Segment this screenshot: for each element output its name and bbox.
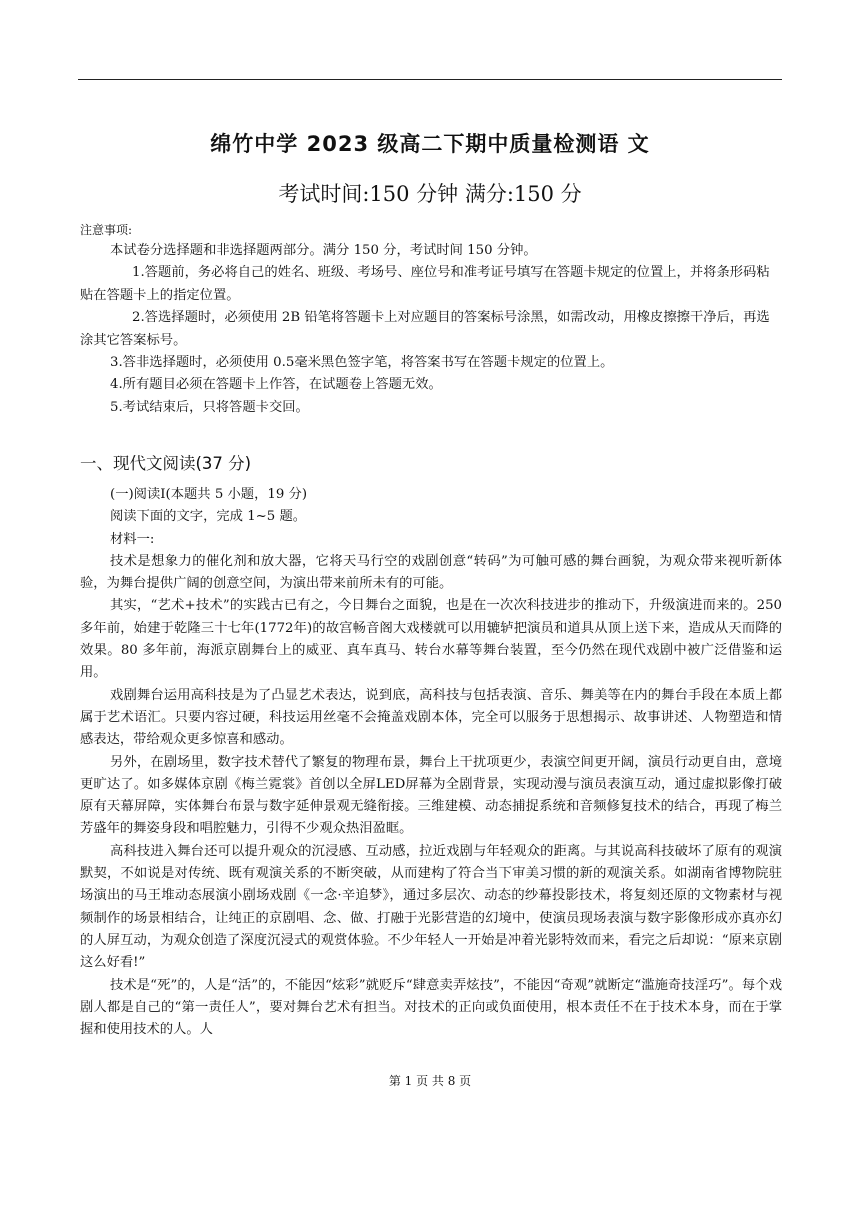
header-rule — [78, 79, 782, 80]
reading-section — [80, 484, 782, 1041]
notice-item: 5.考试结束后，只将答题卡交回。 — [110, 399, 309, 415]
paragraph: 戏剧舞台运用高科技是为了凸显艺术表达，说到底，高科技与包括表演、音乐、舞美等在内的舞台手段在本质上都属于艺术语汇。只要内容过硬，科技运用丝毫不会掩盖戏剧本体，完全可以服务于思想揭示、故事讲述、人物塑造和情感表达，带给观众更多惊喜和感动。 — [80, 687, 782, 748]
notice-item: 3.答非选择题时，必须使用 0.5毫米黑色签字笔，将答案书写在答题卡规定的位置上。 — [110, 355, 614, 371]
notice-intro: 本试卷分选择题和非选择题两部分。满分 150 分，考试时间 150 分钟。 — [110, 243, 537, 258]
page-footer: 第 1 页 共 8 页 — [388, 1074, 472, 1088]
paragraph: 另外，在剧场里，数字技术替代了繁复的物理布景，舞台上干扰项更少，表演空间更开阔，演员行动更自由，意境更旷达了。如多媒体京剧《梅兰霓裳》首创以全屏LED屏幕为全剧背景，实现动漫与演员表演互动，通过虚拟影像打破原有天幕屏障，实体舞台布景与数字延伸景观无缝衔接。三维建模、动态捕捉系统和音频修复技术的结合，再现了梅兰芳盛年的舞姿身段和唱腔魅力，引得不少观众热泪盈眶。 — [80, 754, 782, 837]
paragraph: 技术是想象力的催化剂和放大器，它将天马行空的戏剧创意“转码”为可触可感的舞台画貌，为观众带来视听新体验，为舞台提供广阔的创意空间，为演出带来前所未有的可能。 — [80, 553, 782, 592]
paragraph: 其实，“艺术+技术”的实践古已有之，今日舞台之面貌，也是在一次次科技进步的推动下，升级演进而来的。250 多年前，始建于乾隆三十七年(1772年)的故宫畅音阁大戏楼就可以用辘轳把演员和道具从顶上送下来，造成从天而降的效果。80 多年前，海派京剧舞台上的威亚、真车真马、转台水幕等舞台装置，至今仍然在现代戏剧中被广泛借鉴和运用。 — [80, 598, 782, 681]
exam-info: 考试时间:150 分钟 满分:150 分 — [278, 182, 582, 206]
notice-item: 2.答选择题时，必须使用 2B 铅笔将答题卡上对应题目的答案标号涂黑，如需改动，用橡皮擦擦干净后，再选涂其它答案标号。 — [80, 310, 770, 348]
notice-heading: 注意事项: — [80, 223, 133, 237]
subsection-title: (一)阅读Ⅰ(本题共 5 小题，19 分) — [110, 487, 308, 502]
paragraph: 技术是“死”的，人是“活”的，不能因“炫彩”就贬斥“肆意卖弄炫技”，不能因“奇观”就断定“滥施奇技淫巧”。每个戏剧人都是自己的“第一责任人”，要对舞台艺术有担当。对技术的正向或负面使用，根本责任不在于技术本身，而在于掌握和使用技术的人。人 — [80, 977, 782, 1038]
notice-section — [80, 240, 782, 419]
instruction: 阅读下面的文字，完成 1~5 题。 — [110, 509, 307, 525]
paragraph: 高科技进入舞台还可以提升观众的沉浸感、互动感，拉近戏剧与年轻观众的距离。与其说高科技破坏了原有的观演默契，不如说是对传统、既有观演关系的不断突破，从而建构了符合当下审美习惯的新的观演关系。如湖南省博物院驻场演出的马王堆动态展演小剧场戏剧《一念·辛追梦》，通过多层次、动态的纱幕投影技术，将复刻还原的文物素材与视频制作的场景相结合，让纯正的京剧唱、念、做、打融于光影营造的幻境中，使演员现场表演与数字影像形成亦真亦幻的人屏互动，为观众创造了深度沉浸式的观赏体验。不少年轻人一开始是冲着光影特效而来，看完之后却说：“原来京剧这么好看!” — [80, 843, 782, 971]
section-title: 一、现代文阅读(37 分) — [80, 454, 252, 473]
notice-item: 1.答题前，务必将自己的姓名、班级、考场号、座位号和准考证号填写在答题卡规定的位置上，并将条形码粘贴在答题卡上的指定位置。 — [80, 265, 770, 303]
page-title: 绵竹中学 2023 级高二下期中质量检测语 文 — [210, 132, 650, 156]
material-label: 材料一: — [110, 531, 155, 547]
notice-item: 4.所有题目必须在答题卡上作答，在试题卷上答题无效。 — [110, 377, 442, 393]
